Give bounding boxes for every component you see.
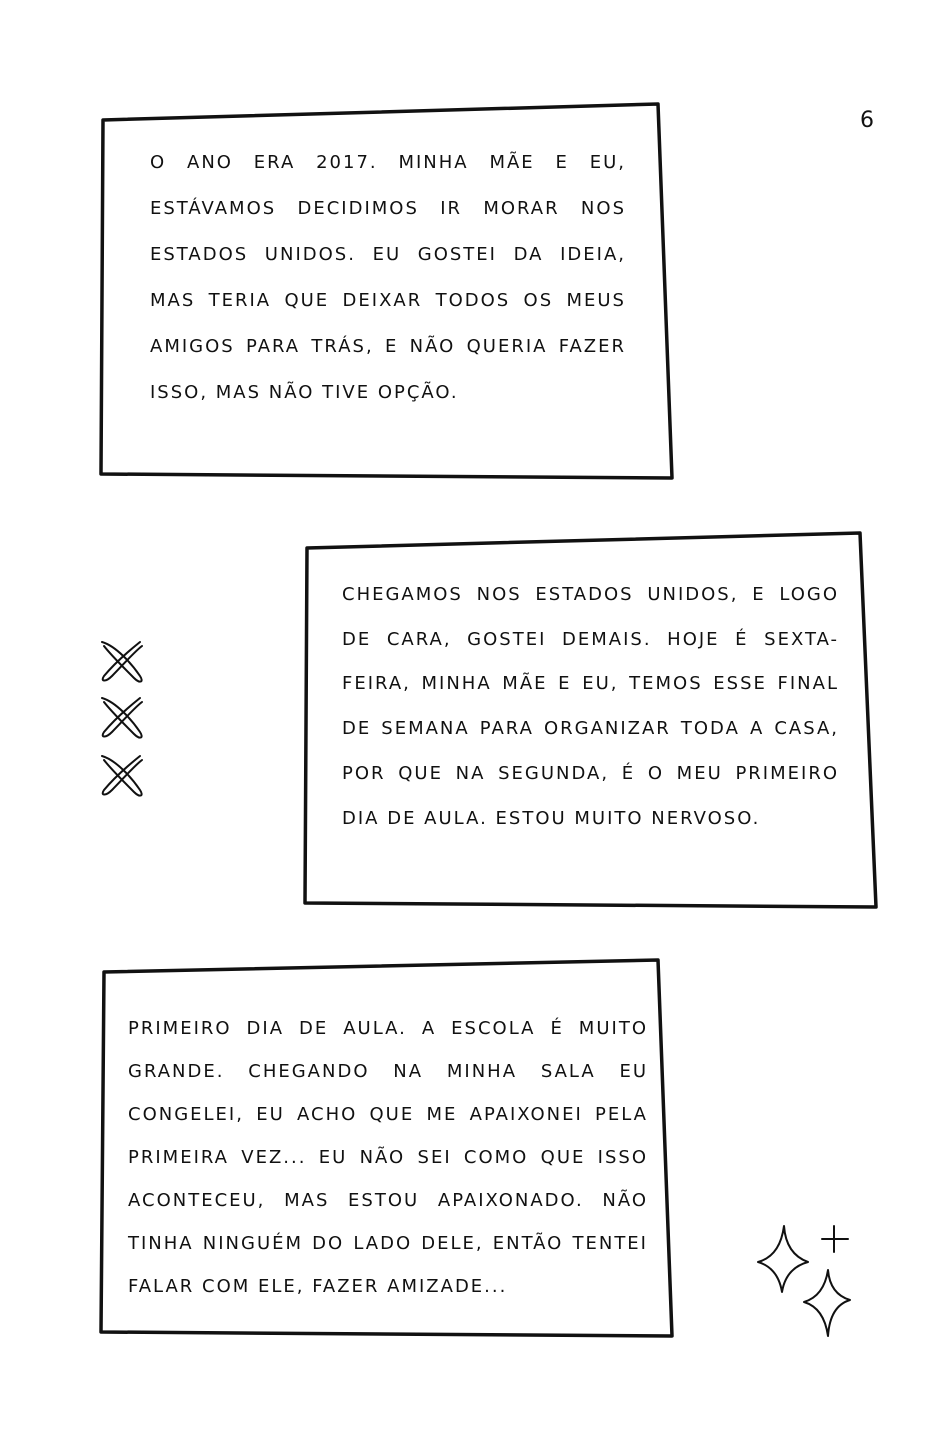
sparkle-right — [804, 1270, 850, 1336]
sparkle-icon — [752, 1220, 856, 1344]
panel-1-text: O ANO ERA 2017. MINHA MÃE E EU, ESTÁVAMOS DECIDIMOS IR MORAR NOS ESTADOS UNIDOS. EU GOSTEI DA IDEIA, MAS TERIA QUE DEIXAR TODOS OS MEUS AMIGOS PARA TRÁS, E NÃO QUERIA FAZER ISSO, MAS NÃO TIVE OPÇÃO. — [150, 152, 626, 403]
scribble-x-1 — [102, 642, 142, 682]
scribble-x-icon — [96, 636, 152, 804]
panel-3-text: PRIMEIRO DIA DE AULA. A ESCOLA É MUITO GRANDE. CHEGANDO NA MINHA SALA EU CONGELEI, EU ACHO QUE ME APAIXONEI PELA PRIMEIRA VEZ... EU NÃO SEI COMO QUE ISSO ACONTECEU, MAS ESTOU APAIXONADO. NÃO TINHA NINGUÉM DO LADO DELE, ENTÃO TENTEI FALAR COM ELE, FAZER AMIZADE... — [128, 1018, 648, 1297]
sparkle-left — [758, 1226, 808, 1292]
scribble-x-2 — [102, 698, 142, 738]
panel-2-text: CHEGAMOS NOS ESTADOS UNIDOS, E LOGO DE CARA, GOSTEI DEMAIS. HOJE É SEXTA-FEIRA, MINHA MÃE E EU, TEMOS ESSE FINAL DE SEMANA PARA ORGANIZAR TODA A CASA, POR QUE NA SEGUNDA, É O MEU PRIMEIRO DIA DE AULA. ESTOU MUITO NERVOSO. — [342, 584, 839, 829]
scribble-x-3 — [102, 756, 142, 796]
page-number: 6 — [860, 108, 874, 133]
sparkle-plus — [822, 1226, 848, 1252]
